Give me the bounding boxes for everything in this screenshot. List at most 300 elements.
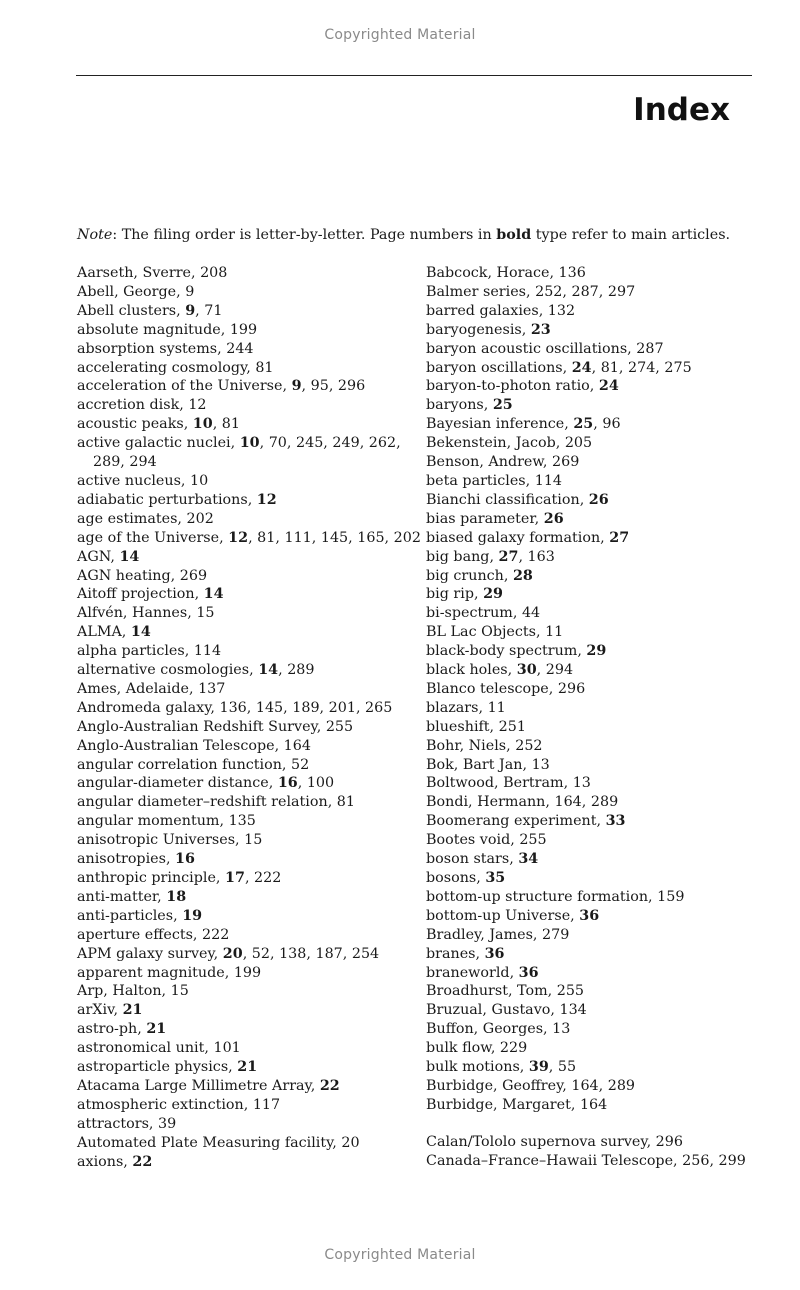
index-term: baryons,	[426, 397, 493, 414]
index-term: Broadhurst, Tom,	[426, 983, 557, 1000]
index-entry	[426, 472, 766, 491]
index-term: Ames, Adelaide,	[77, 680, 199, 697]
page-number: 262	[368, 435, 397, 452]
page-number: 163	[527, 548, 555, 565]
index-entry: bulk motions, 39, 55	[426, 1059, 577, 1076]
index-entry	[426, 642, 766, 661]
index-entry	[426, 756, 766, 775]
index-entry	[77, 585, 417, 604]
index-entry	[77, 548, 417, 567]
page-number: 138	[279, 945, 307, 962]
page-number: 289	[607, 1077, 636, 1094]
index-term: absolute magnitude,	[77, 321, 230, 338]
index-term: blazars,	[426, 699, 488, 716]
page-number: 95	[310, 378, 329, 395]
index-entry	[77, 340, 417, 359]
index-term: age of the Universe,	[77, 529, 229, 546]
page-number: 132	[547, 302, 576, 319]
index-term: baryon oscillations,	[426, 359, 572, 376]
index-entry	[426, 567, 766, 586]
index-entry: acoustic peaks, 10, 81	[77, 416, 240, 433]
index-term: Canada–France–Hawaii Telescope,	[426, 1152, 683, 1169]
index-term: angular diameter–redshift relation,	[77, 794, 337, 811]
index-term: atmospheric extinction,	[77, 1096, 253, 1113]
page-number: 255	[325, 718, 354, 735]
index-term: Buffon, Georges,	[426, 1021, 553, 1038]
index-entry	[77, 1134, 417, 1153]
index-entry: Balmer series, 252, 287, 297	[426, 283, 636, 300]
index-term: blueshift,	[426, 718, 499, 735]
index-term: Aarseth, Sverre,	[77, 265, 201, 281]
index-entry	[426, 604, 766, 623]
index-entry: active galactic nuclei, 10, 70, 245, 249, 262,	[77, 435, 401, 452]
index-entry: big bang, 27, 163	[426, 548, 555, 565]
index-entry	[77, 1058, 417, 1077]
index-term: beta particles,	[426, 472, 535, 489]
index-entry	[426, 926, 766, 945]
page-number: 255	[519, 832, 547, 849]
page-number-main: 25	[573, 416, 594, 433]
page-number-main: 10	[239, 435, 260, 452]
index-entry	[77, 1039, 417, 1058]
index-term: BL Lac Objects,	[426, 624, 546, 641]
index-entry: Andromeda galaxy, 136, 145, 189, 201, 265	[77, 699, 393, 716]
index-entry	[77, 604, 417, 623]
index-entry	[426, 340, 766, 359]
page-number: 255	[556, 983, 585, 1000]
index-entry: baryon oscillations, 24, 81, 274, 275	[426, 359, 692, 376]
page-number: 165	[357, 529, 385, 546]
page-number: 222	[254, 870, 282, 886]
page-number: 296	[557, 680, 586, 697]
index-entry	[426, 434, 766, 453]
index-term: bulk motions,	[426, 1059, 529, 1076]
index-entry	[77, 888, 417, 907]
index-term: Anglo-Australian Telescope,	[77, 737, 284, 754]
index-entry	[426, 850, 766, 869]
index-column-right	[426, 264, 766, 1171]
index-term: black-body spectrum,	[426, 643, 587, 660]
page-number: 202	[393, 529, 421, 546]
index-entry	[426, 680, 766, 699]
index-entry: alternative cosmologies, 14, 289	[77, 662, 315, 679]
index-entry	[426, 1133, 766, 1152]
page-number: 114	[534, 472, 563, 489]
page-number: 245	[296, 435, 324, 452]
page-number-main: 27	[609, 529, 630, 546]
index-entry	[426, 964, 766, 983]
index-term: branes,	[426, 945, 485, 962]
index-entry	[426, 321, 766, 340]
page-number: 201	[328, 699, 356, 716]
index-term: big rip,	[426, 586, 484, 603]
page-number: 100	[306, 775, 335, 792]
index-entry	[426, 1020, 766, 1039]
index-term: Blanco telescope,	[426, 680, 558, 697]
index-term: angular correlation function,	[77, 756, 292, 773]
page-number: 117	[252, 1096, 281, 1113]
index-term: anisotropies,	[77, 851, 176, 868]
page-number-main: 34	[518, 851, 539, 868]
page-number: 145	[255, 699, 284, 716]
index-entry: anthropic principle, 17, 222	[77, 870, 282, 886]
page-number: 297	[607, 283, 636, 300]
page-number: 11	[487, 699, 506, 716]
index-term: bosons,	[426, 870, 486, 886]
index-entry	[77, 642, 417, 661]
index-term: angular momentum,	[77, 813, 229, 830]
page-number-main: 26	[588, 491, 609, 508]
index-entry	[426, 491, 766, 510]
page-number: 251	[498, 718, 526, 735]
index-entry: Bondi, Hermann, 164, 289	[426, 794, 619, 811]
index-entry	[77, 264, 417, 283]
page-number: 13	[531, 756, 550, 773]
page-number: 15	[170, 983, 189, 1000]
header-rule	[76, 75, 752, 76]
index-term: Bayesian inference,	[426, 416, 574, 433]
index-term: attractors,	[77, 1115, 158, 1132]
page-number: 101	[213, 1040, 241, 1057]
index-term: Burbidge, Margaret,	[426, 1096, 580, 1113]
page-number: 12	[188, 397, 207, 414]
index-entry	[426, 377, 766, 396]
index-entry	[77, 907, 417, 926]
page-number: 299	[718, 1152, 746, 1169]
index-term: baryon acoustic oscillations,	[426, 340, 637, 357]
index-entry	[426, 945, 766, 964]
index-entry	[77, 831, 417, 850]
index-term: accelerating cosmology,	[77, 359, 256, 376]
page-number: 244	[226, 340, 254, 357]
index-entry	[426, 529, 766, 548]
page-number: 159	[657, 888, 685, 905]
index-term: APM galaxy survey,	[77, 945, 223, 962]
page-number-main: 14	[203, 586, 224, 603]
note-label: Note	[77, 227, 113, 243]
page-number: 81	[600, 359, 619, 376]
filing-note	[77, 226, 767, 244]
index-term: Abell clusters,	[77, 302, 186, 319]
index-term: astronomical unit,	[77, 1040, 214, 1057]
page-number: 10	[190, 472, 209, 489]
index-entry	[426, 907, 766, 926]
index-entry	[77, 1115, 417, 1134]
index-entry: black holes, 30, 294	[426, 662, 574, 679]
page-number-main: 29	[586, 643, 607, 660]
page-number: 81	[221, 416, 240, 433]
index-term: black holes,	[426, 662, 517, 679]
page-number-main: 22	[132, 1153, 153, 1170]
index-entry: APM galaxy survey, 20, 52, 138, 187, 254	[77, 945, 380, 962]
index-entry	[77, 1153, 417, 1172]
index-term: Calan/Tololo supernova survey,	[426, 1133, 656, 1150]
page-number: 11	[545, 624, 564, 641]
page-number: 289	[287, 662, 315, 679]
page-number: 279	[542, 926, 570, 943]
page-number-main: 14	[130, 624, 151, 641]
index-entry	[426, 1001, 766, 1020]
page-number: 289	[590, 794, 619, 811]
index-term: bottom-up Universe,	[426, 907, 580, 924]
index-term: Bootes void,	[426, 832, 520, 849]
page-number: 252	[515, 737, 543, 754]
page-number: 145	[320, 529, 349, 546]
page-number: 199	[233, 964, 262, 981]
page-number: 70	[268, 435, 287, 452]
index-entry-continuation: 289, 294	[93, 454, 157, 471]
page-number-main: 16	[175, 851, 195, 868]
index-entry	[77, 1020, 417, 1039]
index-entry: acceleration of the Universe, 9, 95, 296	[77, 378, 366, 395]
page-number: 71	[204, 302, 223, 319]
index-term: Bohr, Niels,	[426, 737, 516, 754]
index-term: apparent magnitude,	[77, 964, 234, 981]
index-entry	[77, 756, 417, 775]
index-term: Boomerang experiment,	[426, 813, 606, 830]
page-number: 164	[571, 1077, 599, 1094]
index-entry: Bayesian inference, 25, 96	[426, 416, 621, 433]
index-entry	[77, 283, 417, 302]
page-number: 111	[284, 529, 312, 546]
index-term: alternative cosmologies,	[77, 662, 259, 679]
note-text-2: type refer to main articles.	[531, 227, 731, 243]
index-term: arXiv,	[77, 1002, 123, 1019]
page-number-main: 29	[483, 586, 503, 603]
index-term: anthropic principle,	[77, 870, 226, 886]
index-entry	[77, 623, 417, 642]
index-term: ALMA,	[77, 624, 131, 641]
index-entry: angular-diameter distance, 16, 100	[77, 775, 335, 792]
page-number: 137	[198, 680, 226, 697]
page-number: 164	[554, 794, 582, 811]
page-number-main: 14	[258, 662, 279, 679]
page-number-main: 12	[256, 491, 277, 508]
index-entry	[426, 831, 766, 850]
index-term: Arp, Halton,	[77, 983, 171, 1000]
page-title: Index	[633, 92, 730, 128]
index-term: anti-particles,	[77, 907, 183, 924]
index-entry	[77, 321, 417, 340]
index-term: bias parameter,	[426, 510, 544, 527]
page-number: 96	[602, 416, 621, 433]
index-entry	[77, 964, 417, 983]
index-term: Automated Plate Measuring facility,	[77, 1134, 342, 1151]
index-entry	[77, 680, 417, 699]
page-number: 135	[228, 813, 256, 830]
index-term: Babcock, Horace,	[426, 265, 559, 281]
page-number: 187	[315, 945, 343, 962]
index-entry	[77, 396, 417, 415]
page-number: 114	[193, 643, 222, 660]
index-term: active galactic nuclei,	[77, 435, 240, 452]
index-entry	[426, 718, 766, 737]
index-entry	[77, 491, 417, 510]
page-number: 52	[251, 945, 270, 962]
page-number: 249	[332, 435, 360, 452]
page-number-main: 26	[543, 510, 564, 527]
index-term: accretion disk,	[77, 397, 189, 414]
page-number: 199	[229, 321, 258, 338]
index-entry	[426, 888, 766, 907]
index-entry	[426, 737, 766, 756]
page-number: 252	[535, 283, 563, 300]
page-number: 134	[559, 1002, 587, 1019]
page-number: 15	[244, 832, 263, 849]
page-number: 289	[93, 454, 121, 471]
index-entry	[77, 926, 417, 945]
index-entry	[426, 1096, 766, 1115]
index-entry	[426, 812, 766, 831]
page-number: 205	[564, 435, 593, 452]
index-entry	[77, 793, 417, 812]
page-number: 189	[292, 699, 320, 716]
page-number: 229	[499, 1040, 528, 1057]
index-term: Abell, George,	[77, 283, 186, 300]
page-number-main: 28	[512, 567, 533, 584]
index-term: barred galaxies,	[426, 302, 548, 319]
page-number-main: 14	[119, 548, 140, 565]
index-term: bulk flow,	[426, 1040, 500, 1057]
index-entry	[77, 472, 417, 491]
page-number-main: 21	[146, 1021, 167, 1038]
index-entry	[426, 623, 766, 642]
letter-group-gap	[426, 1115, 766, 1133]
index-entry	[77, 718, 417, 737]
index-term: Andromeda galaxy,	[77, 699, 220, 716]
index-entry	[426, 302, 766, 321]
index-term: boson stars,	[426, 851, 519, 868]
index-term: Bondi, Hermann,	[426, 794, 555, 811]
page-number: 287	[636, 340, 664, 357]
index-entry	[77, 359, 417, 378]
index-term: Bok, Bart Jan,	[426, 756, 532, 773]
index-term: aperture effects,	[77, 926, 203, 943]
index-term: Anglo-Australian Redshift Survey,	[77, 718, 326, 735]
page-number-main: 9	[291, 378, 302, 395]
page-number-main: 21	[237, 1059, 258, 1076]
page-number: 52	[291, 756, 310, 773]
page-number: 269	[179, 567, 208, 584]
page-number-main: 24	[571, 359, 592, 376]
page-number-main: 19	[182, 907, 203, 924]
page-number-main: 25	[492, 397, 513, 414]
index-term: big crunch,	[426, 567, 513, 584]
page-number: 13	[552, 1021, 571, 1038]
index-entry	[426, 396, 766, 415]
page-number-main: 18	[166, 888, 187, 905]
index-entry	[77, 510, 417, 529]
index-term: Atacama Large Millimetre Array,	[77, 1077, 320, 1094]
index-entry	[77, 1096, 417, 1115]
index-term: baryogenesis,	[426, 321, 531, 338]
index-term: astroparticle physics,	[77, 1059, 238, 1076]
page-number-main: 27	[498, 548, 519, 565]
note-text-1: : The filing order is letter-by-letter. Page numbers in	[112, 227, 497, 243]
page-number: 294	[129, 454, 157, 471]
index-entry: age of the Universe, 12, 81, 111, 145, 165, 202	[77, 529, 421, 546]
index-term: biased galaxy formation,	[426, 529, 610, 546]
index-entry: Canada–France–Hawaii Telescope, 256, 299	[426, 1152, 746, 1169]
index-term: active nucleus,	[77, 472, 191, 489]
page-number: 274	[628, 359, 656, 376]
index-entry	[77, 737, 417, 756]
index-term: astro-ph,	[77, 1021, 147, 1038]
index-term: acoustic peaks,	[77, 416, 193, 433]
page-number-main: 21	[122, 1002, 143, 1019]
index-term: alpha particles,	[77, 643, 194, 660]
page-number: 9	[185, 283, 195, 300]
page-number-main: 36	[579, 907, 600, 924]
page-number-main: 12	[228, 529, 249, 546]
page-number: 81	[255, 359, 274, 376]
index-term: bi-spectrum,	[426, 605, 522, 622]
page-number: 254	[351, 945, 380, 962]
index-entry	[77, 1001, 417, 1020]
index-entry	[426, 869, 766, 888]
index-term: Bianchi classification,	[426, 491, 589, 508]
page-number: 136	[219, 699, 247, 716]
page-number-main: 33	[605, 813, 626, 830]
index-term: Aitoff projection,	[77, 586, 204, 603]
page-number-main: 17	[225, 870, 245, 886]
index-term: Burbidge, Geoffrey,	[426, 1077, 572, 1094]
page-number: 164	[283, 737, 311, 754]
index-term: Bradley, James,	[426, 926, 543, 943]
index-term: Alfvén, Hannes,	[77, 605, 197, 622]
page-number: 20	[341, 1134, 360, 1151]
index-entry	[77, 567, 417, 586]
index-term: Boltwood, Bertram,	[426, 775, 573, 792]
index-term: Bruzual, Gustavo,	[426, 1002, 560, 1019]
page-number: 81	[336, 794, 355, 811]
page-number: 269	[552, 454, 580, 471]
page-number-main: 10	[192, 416, 213, 433]
page-number-main: 20	[222, 945, 243, 962]
index-entry: Abell clusters, 9, 71	[77, 302, 223, 319]
page-number-main: 22	[319, 1077, 340, 1094]
page-number: 222	[202, 926, 230, 943]
page-number: 265	[365, 699, 393, 716]
page-number: 296	[655, 1133, 683, 1150]
page-number: 202	[186, 510, 214, 527]
page-number: 39	[158, 1115, 177, 1132]
page-number-main: 16	[277, 775, 298, 792]
page-number-main: 30	[516, 662, 537, 679]
index-entry	[426, 453, 766, 472]
index-entry	[426, 264, 766, 283]
page-number: 55	[557, 1059, 577, 1076]
index-term: big bang,	[426, 548, 499, 565]
index-term: bottom-up structure formation,	[426, 888, 658, 905]
page-number: 294	[545, 662, 574, 679]
index-term: age estimates,	[77, 510, 187, 527]
index-term: Balmer series,	[426, 283, 536, 300]
index-term: Bekenstein, Jacob,	[426, 435, 565, 452]
index-term: acceleration of the Universe,	[77, 378, 292, 395]
index-term: Benson, Andrew,	[426, 454, 553, 471]
page-number: 44	[521, 605, 541, 622]
index-term: braneworld,	[426, 964, 519, 981]
index-entry	[426, 585, 766, 604]
copyright-watermark-bottom: Copyrighted Material	[324, 1247, 476, 1263]
page-number-main: 24	[598, 378, 619, 395]
index-term: AGN,	[77, 548, 120, 565]
index-term: angular-diameter distance,	[77, 775, 278, 792]
index-column-left	[77, 264, 421, 1172]
index-term: AGN heating,	[77, 567, 180, 584]
index-entry	[426, 510, 766, 529]
